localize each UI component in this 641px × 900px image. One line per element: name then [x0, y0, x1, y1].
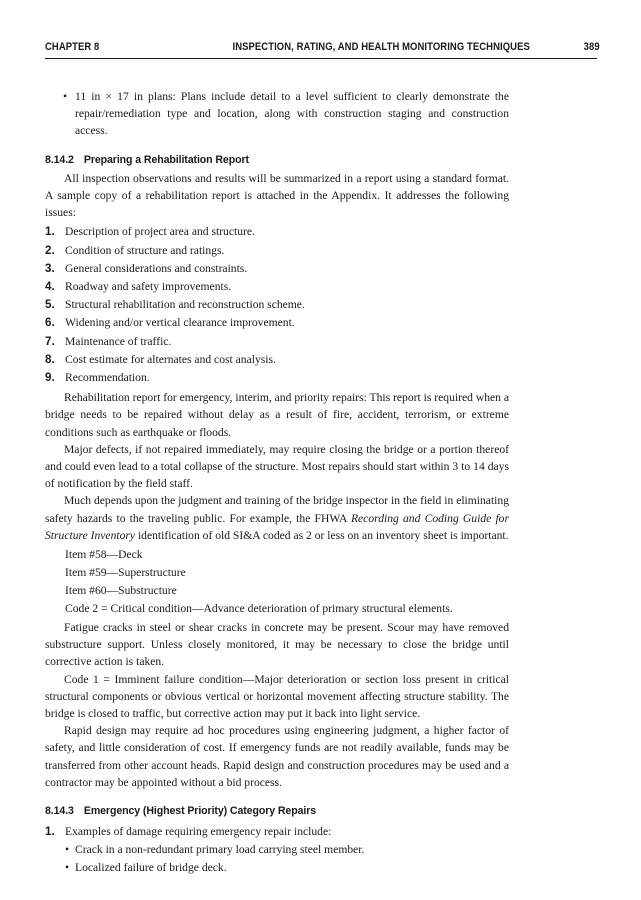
report-issue-item [45, 278, 509, 296]
item-number: 9. [45, 370, 55, 384]
damage-example-text: Crack in a non-redundant primary load carrying steel member. [75, 843, 365, 857]
item-text: Recommendation. [65, 370, 150, 384]
bullet-dot: • [65, 843, 70, 857]
item-text: Condition of structure and ratings. [65, 243, 225, 257]
emergency-item-1 [45, 823, 509, 841]
item-59-line: Item #59—Superstructure [65, 565, 186, 579]
report-issue-item [45, 242, 509, 260]
item-number: 4. [45, 279, 55, 293]
report-issue-item [45, 314, 509, 332]
damage-example-item [45, 841, 509, 859]
inspector-judgment-paragraph [45, 492, 509, 544]
item-text: Widening and/or vertical clearance improvement. [65, 316, 295, 330]
fatigue-paragraph: Fatigue cracks in steel or shear cracks in concrete may be present. Scour may have removed substructure support. Unless closely monitored, it may be necessary to close the bridge until corrective action is taken. [45, 620, 509, 669]
guide-title: Recording and Coding Guide for Structure Inventory [45, 511, 509, 542]
item-text: General considerations and constraints. [65, 261, 248, 275]
emergency-report-paragraph: Rehabilitation report for emergency, interim, and priority repairs: This report is required when a bridge needs to be repaired without delay as a result of fire, accident, terrorism, or extreme conditions such as earthquake or floods. [45, 391, 509, 439]
item-number: 8. [45, 352, 55, 366]
item-number: 7. [45, 334, 55, 348]
body-text [45, 88, 509, 877]
rapid-design-paragraph: Rapid design may require ad hoc procedures using engineering judgment, a higher factor of safety, and little consideration of cost. If emergency funds are not readily available, funds may be transferred from other account heads. Rapid design and construction procedures may be used and a contractor may be appointed without a bid process. [45, 724, 509, 789]
damage-examples-list [45, 841, 509, 876]
report-issues-list [45, 223, 509, 387]
item-number: 1. [45, 825, 55, 839]
damage-example-item [45, 859, 509, 877]
report-issue-item [45, 369, 509, 387]
report-issue-item [45, 333, 509, 351]
bullet-dot: • [65, 860, 70, 874]
item-text: Maintenance of traffic. [65, 334, 172, 348]
item-number: 3. [45, 261, 55, 275]
item-number: 6. [45, 316, 55, 330]
judgment-text-b: identification of old SI&A coded as 2 or less on an inventory sheet is important. [135, 528, 509, 542]
running-header [45, 41, 600, 57]
intro-bullet [45, 88, 509, 140]
header-rule [45, 58, 597, 59]
item-text: Examples of damage requiring emergency repair include: [65, 825, 332, 839]
page-number: 389 [583, 41, 600, 53]
item-text: Structural rehabilitation and reconstruction scheme. [65, 298, 305, 312]
section-number: 8.14.3 [45, 804, 74, 817]
code-1-paragraph: Code 1 = Imminent failure condition—Major deterioration or section loss present in critical structural components or obvious vertical or horizontal movement affecting structure stability. The bridge is closed to traffic, but corrective action may put it back into light service. [45, 672, 509, 720]
item-60-line: Item #60—Substructure [65, 583, 177, 597]
item-text: Roadway and safety improvements. [65, 279, 232, 293]
report-issue-item [45, 223, 509, 241]
report-issue-item [45, 260, 509, 278]
report-intro-paragraph: All inspection observations and results will be summarized in a report using a standard format. A sample copy of a rehabilitation report is attached in the Appendix. It addresses the following issues: [45, 171, 509, 220]
report-issue-item [45, 296, 509, 314]
section-number: 8.14.2 [45, 153, 74, 166]
code-2-line: Code 2 = Critical condition—Advance deterioration of primary structural elements. [65, 601, 453, 615]
item-number: 1. [45, 225, 55, 239]
item-text: Description of project area and structure. [65, 225, 255, 239]
item-text: Cost estimate for alternates and cost analysis. [65, 352, 276, 366]
section-title: Preparing a Rehabilitation Report [83, 153, 249, 166]
damage-example-text: Localized failure of bridge deck. [75, 860, 227, 874]
bullet-dot: • [63, 90, 68, 103]
section-heading-8-14-3 [45, 803, 509, 820]
item-58-line: Item #58—Deck [65, 547, 143, 561]
report-issue-item [45, 351, 509, 369]
item-number: 5. [45, 298, 55, 312]
section-title: Emergency (Highest Priority) Category Repairs [83, 804, 317, 817]
intro-bullet-text: 11 in × 17 in plans: Plans include detail to a level sufficient to clearly demonstrate the repair/remediation type and location, along with construction staging and construction access. [75, 90, 509, 138]
running-title: INSPECTION, RATING, AND HEALTH MONITORING TECHNIQUES [232, 41, 530, 53]
item-number: 2. [45, 243, 55, 257]
major-defects-paragraph: Major defects, if not repaired immediately, may require closing the bridge or a portion thereof and could even lead to a total collapse of the structure. Most repairs should start within 3 to 14 days of notification by the field staff. [45, 442, 509, 491]
judgment-text-a: Much depends upon the judgment and training of the bridge inspector in the field in eliminating safety hazards to the traveling public. For example, the FHWA [45, 494, 509, 525]
chapter-label: CHAPTER 8 [45, 41, 100, 53]
section-heading-8-14-2 [45, 152, 509, 169]
